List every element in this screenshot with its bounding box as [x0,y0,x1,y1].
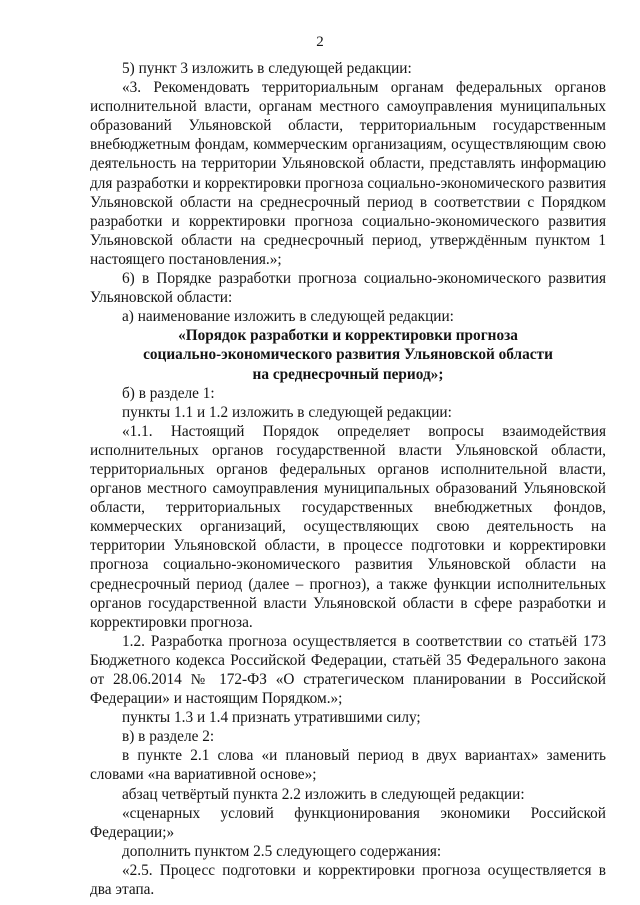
paragraph: «3. Рекомендовать территориальным органам федеральных органов исполнительной власти, органам местного самоуправления муниципальных образований Ульяновской области, территориальным государственным внебюджетным фондам, коммерческим организациям, осуществляющим свою деятельность на территории Ульяновской области, представлять информацию для разработки и корректировки прогноза социально-экономического развития Ульяновской области на среднесрочный период в соответствии с Порядком разработки и корректировки прогноза социально-экономического развития Ульяновской области на среднесрочный период, утверждённым пунктом 1 настоящего постановления.»; [90,79,606,268]
paragraph: 1.2. Разработка прогноза осуществляется в соответствии со статьёй 173 Бюджетного кодекса Российской Федерации, статьёй 35 Федерального закона от 28.06.2014 № 172-ФЗ «О стратегическом планировании в Российской Федерации» и настоящим Порядком.»; [90,632,606,708]
section-heading-line: на среднесрочный период»; [252,365,444,383]
paragraph: «2.5. Процесс подготовки и корректировки прогноза осуществляется в два этапа. [90,861,606,899]
paragraph: в) в разделе 2: [122,728,215,746]
paragraph: пункты 1.1 и 1.2 изложить в следующей редакции: [122,403,452,421]
paragraph: дополнить пунктом 2.5 следующего содержания: [122,842,442,860]
page-number: 2 [316,34,324,50]
paragraph: абзац четвёртый пункта 2.2 изложить в следующей редакции: [122,785,525,803]
document-body [90,59,606,899]
paragraph: в пункте 2.1 слова «и плановый период в двух вариантах» заменить словами «на вариативной основе»; [90,747,606,784]
section-heading-line: «Порядок разработки и корректировки прогноза [178,327,518,345]
paragraph: 5) пункт 3 изложить в следующей редакции: [122,60,412,77]
paragraph: «сценарных условий функционирования экономики Российской Федерации;» [90,804,606,841]
paragraph: «1.1. Настоящий Порядок определяет вопросы взаимодействия исполнительных органов государственной власти Ульяновской области, территориальных органов федеральных органов исполнительной власти, органов местного самоуправления муниципальных образований Ульяновской области, территориальных государственных внебюджетных фондов, коммерческих организаций, осуществляющих свою деятельность на территории Ульяновской области, в процессе подготовки и корректировки прогноза социально-экономического развития Ульяновской области на среднесрочный период (далее – прогноз), а также функции исполнительных органов государственной власти Ульяновской области в сфере разработки и корректировки прогноза. [90,422,606,631]
paragraph: 6) в Порядке разработки прогноза социально-экономического развития Ульяновской области: [90,270,606,307]
paragraph: а) наименование изложить в следующей редакции: [122,308,454,326]
paragraph: б) в разделе 1: [122,384,215,402]
paragraph: пункты 1.3 и 1.4 признать утратившими силу; [122,709,421,727]
section-heading-line: социально-экономического развития Ульяновской области [143,346,553,364]
